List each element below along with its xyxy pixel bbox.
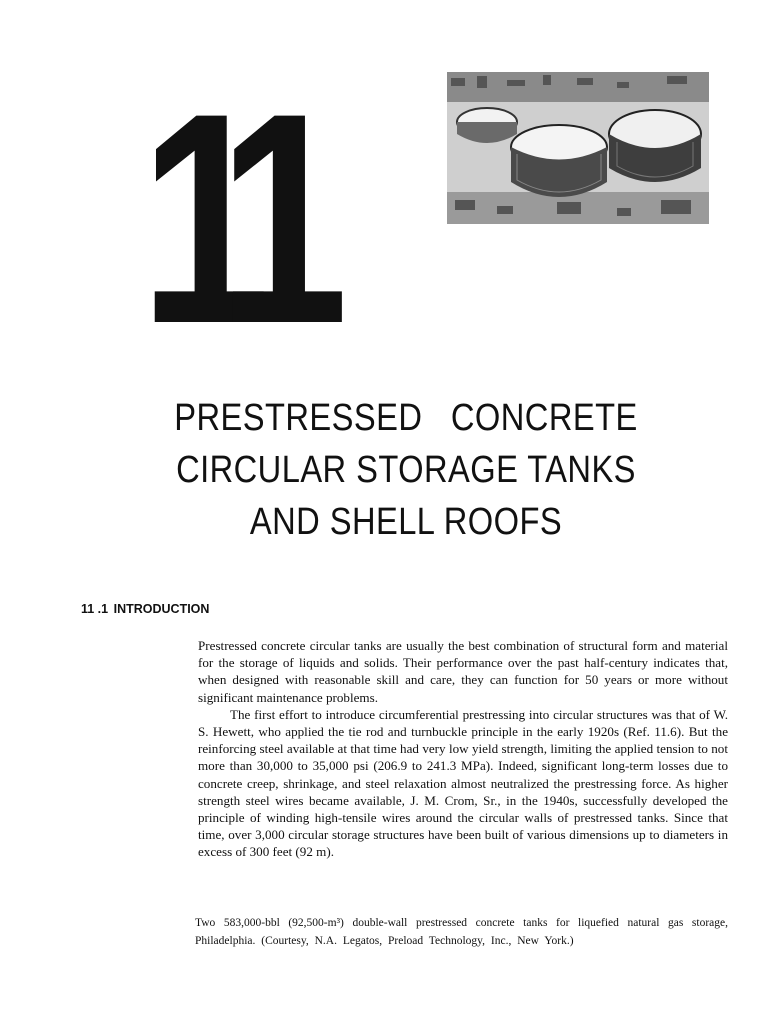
chapter-title-line-3: AND SHELL ROOFS [249, 501, 563, 543]
section-title: INTRODUCTION [113, 602, 210, 616]
chapter-title-line-2: CIRCULAR STORAGE TANKS [176, 449, 636, 491]
chapter-number: 11 [140, 50, 310, 386]
body-text [198, 637, 728, 861]
tank-photo [447, 72, 709, 224]
chapter-title-line-1: PRESTRESSED CONCRETE [174, 397, 638, 439]
section-number: 11 .1 [81, 602, 109, 616]
paragraph-1: Prestressed concrete circular tanks are usually the best combination of structural form and material for the storage of liquids and solids. Their performance over the past half-century indicates that, when designed with reasonable skill and care, they can function for 50 years or more without significant maintenance problems. [198, 638, 728, 705]
section-heading [81, 602, 211, 616]
paragraph-2: The first effort to introduce circumferential prestressing into circular structures was that of W. S. Hewett, who applied the tie rod and turnbuckle principle in the early 1920s (Ref. 11.6). But the reinforcing steel available at that time had very low yield strength, limiting the applied tension to not more than 30,000 to 35,000 psi (206.9 to 241.3 MPa). Indeed, significant long-term losses due to concrete creep, shrinkage, and steel relaxation almost neutralized the prestressing force. As higher strength steel wires became available, J. M. Crom, Sr., in the 1940s, successfully developed the principle of winding high-tensile wires around the circular walls of prestressed tanks. Since that time, over 3,000 circular storage structures have been built of various dimensions up to diameters in excess of 300 feet (92 m). [198, 706, 728, 860]
figure-caption: Two 583,000-bbl (92,500-m³) double-wall prestressed concrete tanks for liquefied natural gas storage, Philadelphia. (Courtesy, N.A. Legatos, Preload Technology, Inc., New York.) [195, 917, 728, 947]
tank-photo-image [447, 72, 709, 224]
chapter-title [0, 392, 768, 548]
